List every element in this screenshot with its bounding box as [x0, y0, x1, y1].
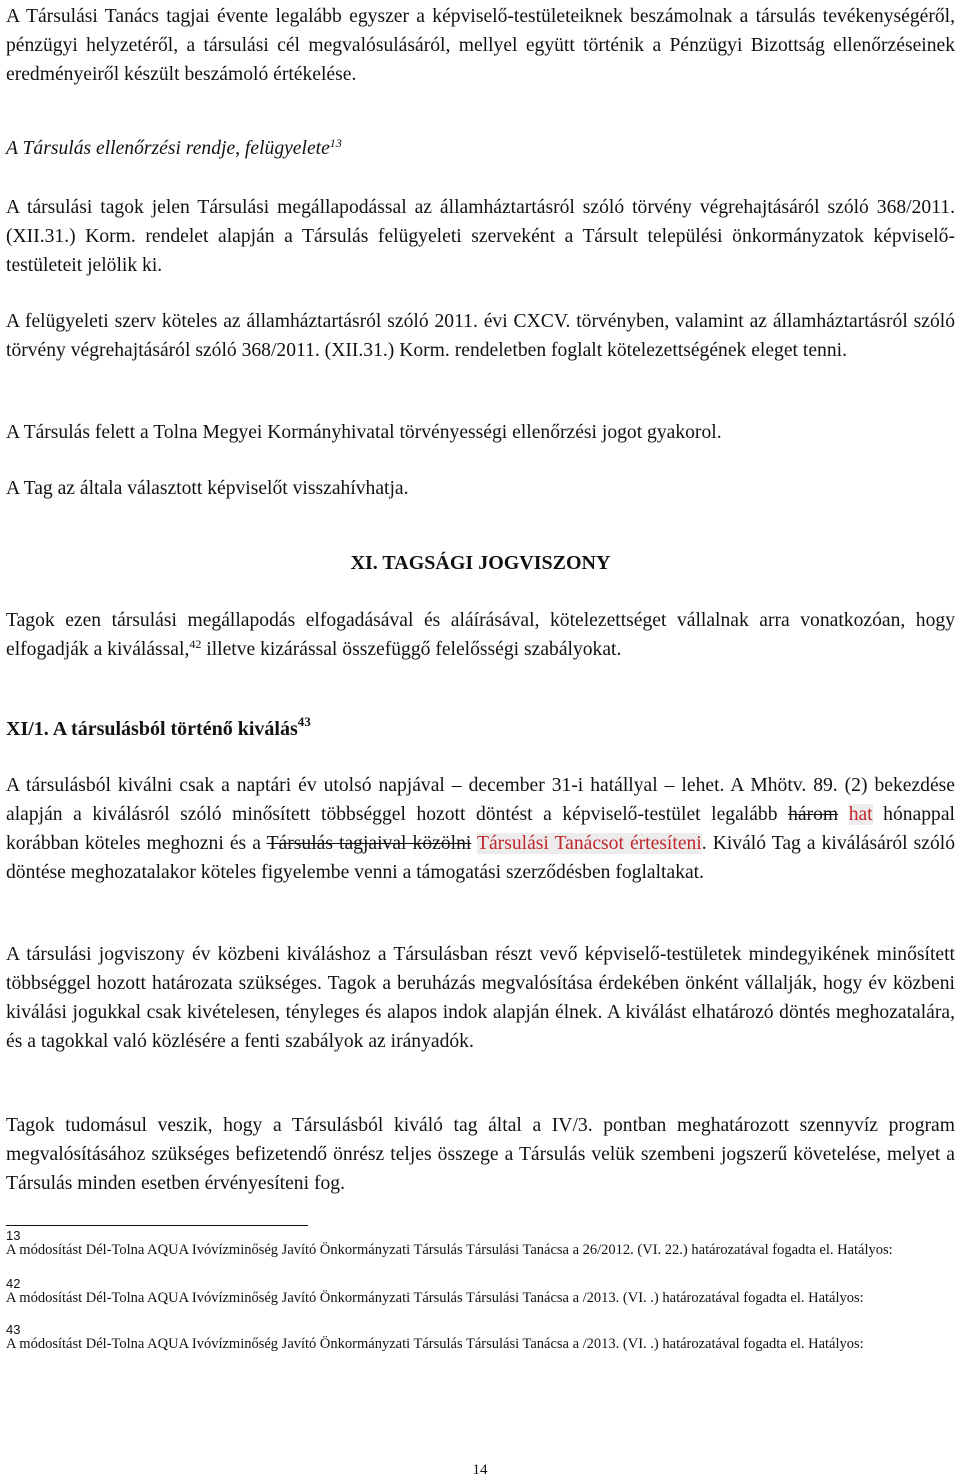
footnote-number: 13	[6, 1228, 21, 1243]
para6-text-b: illetve kizárással összefüggő felelősségi szabályokat.	[201, 639, 622, 660]
paragraph-recall: A Tag az általa választott képviselőt visszahívhatja.	[6, 478, 409, 499]
footnote-ref-42: 42	[189, 637, 202, 651]
footnote-text: A módosítást Dél-Tolna AQUA Ivóvízminőség Javító Önkormányzati Társulás Társulási Tanácsa a /2013. (VI. .) határozatával fogadta el. Hatályos:	[6, 1290, 864, 1306]
paragraph-legality-control: A Társulás felett a Tolna Megyei Kormányhivatal törvényességi ellenőrzési jogot gyakorol.	[6, 422, 722, 443]
paragraph-council-reporting: A Társulási Tanács tagjai évente legalább egyszer a képviselő-testületeiknek beszámolnak a társulás tevékenységéről, pénzügyi helyzetéről, a társulási cél megvalósulásáról, mellyel együtt történik a Pénzügyi Bizottság ellenőrzéseinek eredményeiről készült beszámoló értékelése.	[6, 6, 955, 85]
footnote-ref-13: 13	[329, 136, 342, 150]
para7-text-c: hónappal korábban köteles meghozni és a	[6, 804, 955, 854]
footnote-text: A módosítást Dél-Tolna AQUA Ivóvízminőség Javító Önkormányzati Társulás Társulási Tanácsa a 26/2012. (VI. 22.) határozatával fogadta el. Hatályos:	[6, 1242, 893, 1258]
subsection-number: XI/1.	[6, 718, 49, 740]
footnote-separator	[6, 1225, 308, 1226]
section-title: XI. TAGSÁGI JOGVISZONY	[350, 552, 611, 574]
para7-text-d: . Kiváló Tag a kiválásáról szóló döntése meghozatalakor köteles figyelembe venni a támogatási szerződésben foglaltakat.	[6, 833, 956, 883]
page-number: 14	[472, 1462, 488, 1478]
struck-text-harom: három	[788, 804, 839, 825]
struck-text-notify-members: Társulás tagjaival közölni	[266, 833, 472, 854]
para7-text-a: A társulásból kiválni csak a naptári év utolsó napjával – december 31-i hatállyal – lehet. A Mhötv. 89.	[6, 775, 838, 796]
footnote-43	[6, 1322, 955, 1369]
paragraph-membership	[6, 606, 955, 664]
footnote-13	[6, 1228, 955, 1275]
paragraph-withdrawal	[6, 771, 955, 887]
paragraph-supervisory-bodies: A társulási tagok jelen Társulási megállapodással az államháztartásról szóló törvény végrehajtásáról szóló 368/2011. (XII.31.) Korm. rendelet alapján a Társulás felügyeleti szerveként a Társult települési önkormányzatok képviselő-testületeit jelölik ki.	[6, 197, 955, 276]
paragraph-midyear-withdrawal: A társulási jogviszony év közbeni kiváláshoz a Társulásban részt vevő képviselő-testületek mindegyikének minősített többséggel hozott határozata szükséges. Tagok a beruházás megvalósítása érdekében önként vállalják, hogy év közbeni kiválási jogukkal csak kivételesen, tényleges és alapos indok alapján élnek. A kiválást elhatározó döntés meghozatalára, és a tagokkal való közlésére a fenti szabályok az irányadók.	[6, 944, 955, 1052]
para7-text-b: (2) bekezdése alapján a kiválásról szóló minősített többséggel hozott döntést a képviselő-testület legalább	[6, 775, 955, 825]
paragraph-supervisor-duties: A felügyeleti szerv köteles az államháztartásról szóló 2011. évi CXCV. törvényben, valamint az államháztartásról szóló törvény végrehajtásáról szóló 368/2011. (XII.31.) Korm. rendeletben foglalt kötelezettségének eleget tenni.	[6, 311, 955, 361]
footnote-text: A módosítást Dél-Tolna AQUA Ivóvízminőség Javító Önkormányzati Társulás Társulási Tanácsa a /2013. (VI. .) határozatával fogadta el. Hatályos:	[6, 1336, 864, 1352]
para6-text-a: Tagok ezen társulási megállapodás elfogadásával és aláírásával, kötelezettséget vállalnak arra vonatkozóan, hogy elfogadják a kiválással,	[6, 610, 955, 660]
subsection-title: A társulásból történő kiválás	[52, 718, 298, 740]
footnote-ref-43: 43	[297, 714, 311, 729]
inserted-text-notify-council: Társulási Tanácsot értesíteni	[477, 833, 702, 854]
footnote-number: 42	[6, 1276, 21, 1291]
subsection-heading	[6, 714, 311, 741]
footnote-42	[6, 1276, 955, 1323]
paragraph-contribution-claim: Tagok tudomásul veszik, hogy a Társulásból kiváló tag által a IV/3. pontban meghatározott szennyvíz program megvalósításához szükséges befizetendő önrész teljes összege a Társulás velük szembeni jogszerű követelése, melyet a Társulás minden esetben érvényesíteni fog.	[6, 1115, 955, 1194]
subheading-text: A Társulás ellenőrzési rendje, felügyelete	[6, 138, 330, 159]
footnote-number: 43	[6, 1322, 21, 1337]
subheading-control	[6, 134, 342, 163]
inserted-text-hat: hat	[848, 804, 873, 825]
